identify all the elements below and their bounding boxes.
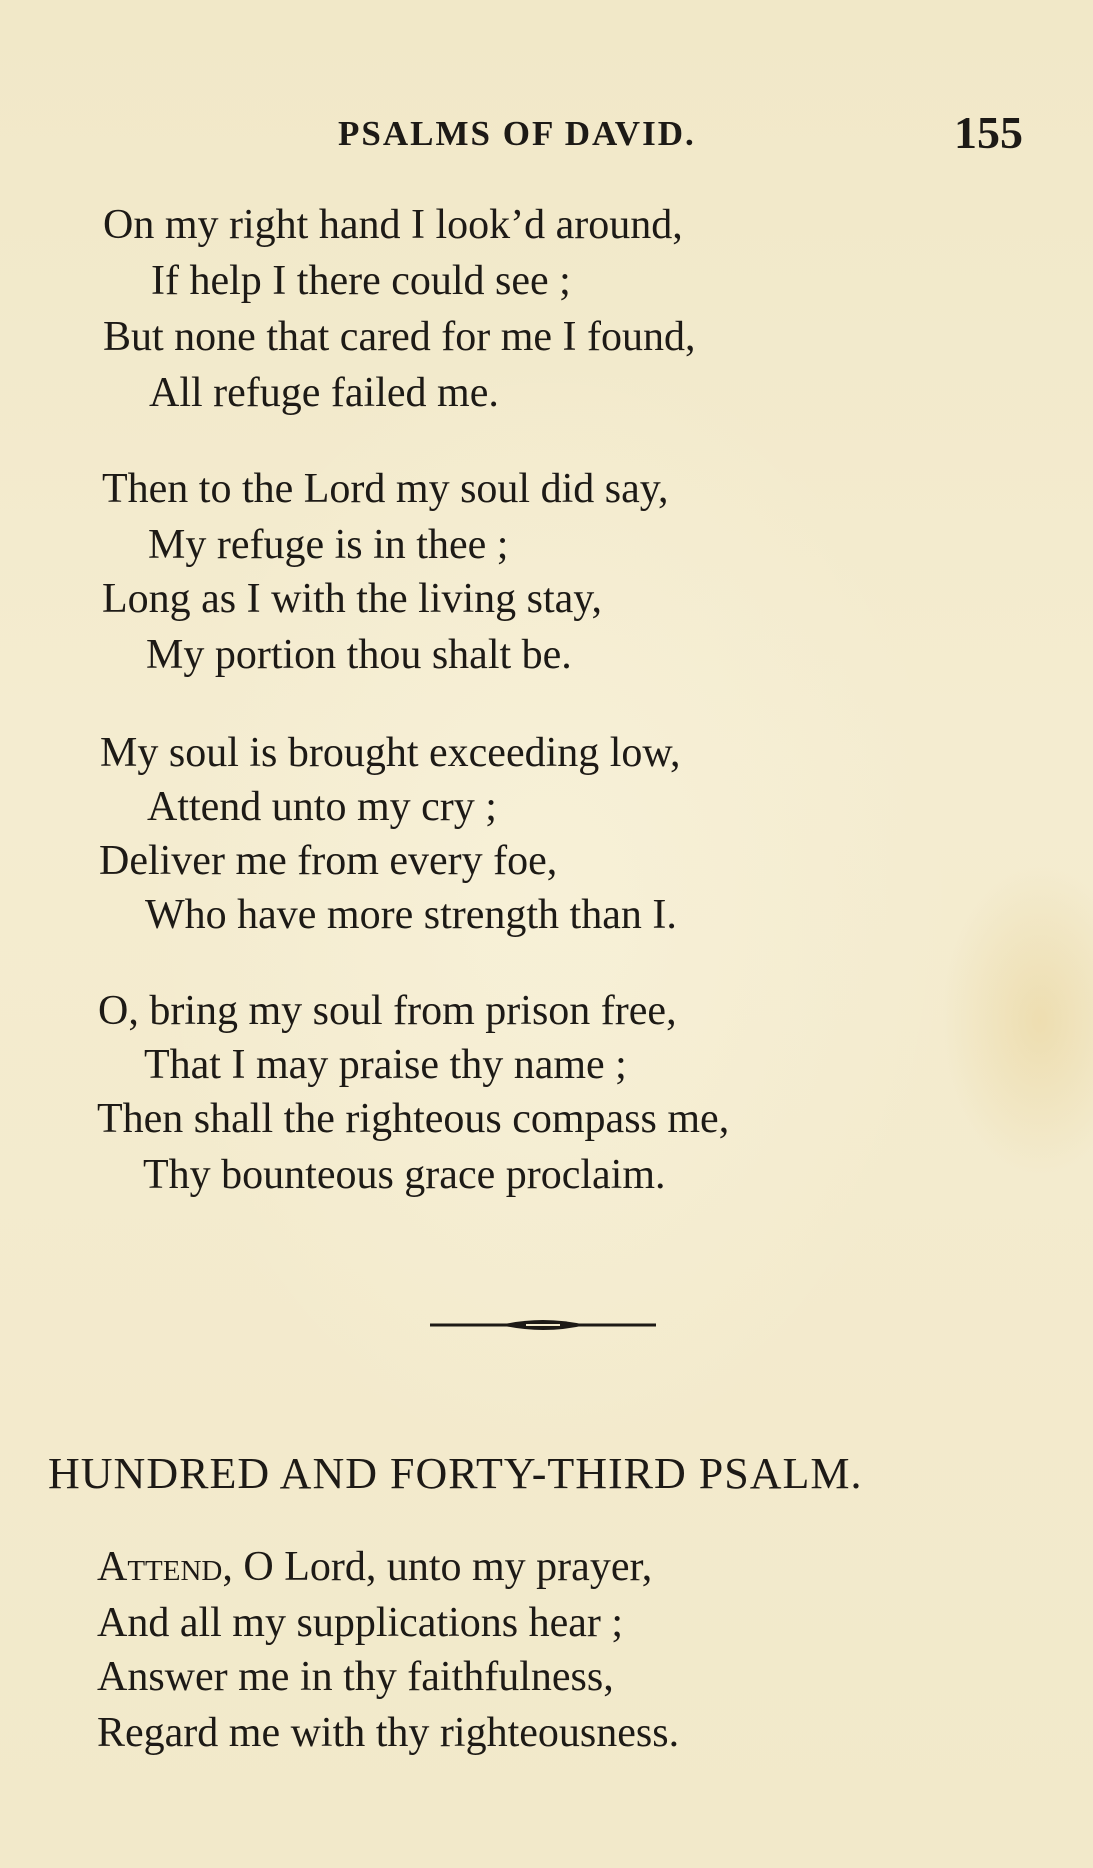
psalm-heading: HUNDRED AND FORTY-THIRD PSALM.	[48, 1449, 863, 1498]
verse-line: And all my supplications hear ;	[97, 1600, 624, 1646]
page-number: 155	[954, 107, 1023, 158]
verse-line: My portion thou shalt be.	[146, 632, 572, 678]
verse-line: Long as I with the living stay,	[102, 576, 603, 622]
running-title: PSALMS OF DAVID.	[338, 114, 696, 153]
verse-line: Answer me in thy faithfulness,	[97, 1654, 614, 1700]
verse-line: All refuge failed me.	[149, 370, 499, 416]
verse-line: My soul is brought exceeding low,	[100, 730, 681, 776]
verse-line-first	[97, 1546, 652, 1588]
verse-line: My refuge is in thee ;	[148, 522, 509, 568]
verse-line: If help I there could see ;	[151, 258, 571, 304]
drop-word: Attend,	[97, 1544, 233, 1590]
verse-line: O, bring my soul from prison free,	[98, 988, 677, 1034]
verse-line: Deliver me from every foe,	[99, 838, 558, 884]
verse-line-rest: O Lord, unto my prayer,	[232, 1544, 653, 1590]
verse-line: That I may praise thy name ;	[144, 1042, 627, 1088]
ornamental-rule	[430, 1316, 656, 1334]
verse-line: Who have more strength than I.	[145, 892, 677, 938]
verse-line: Then shall the righteous compass me,	[97, 1096, 730, 1142]
verse-line: Then to the Lord my soul did say,	[102, 466, 669, 512]
verse-line: Regard me with thy righteousness.	[97, 1710, 680, 1756]
verse-line: On my right hand I look’d around,	[103, 202, 683, 248]
verse-line: Attend unto my cry ;	[147, 784, 497, 830]
verse-line: But none that cared for me I found,	[103, 314, 696, 360]
verse-line: Thy bounteous grace proclaim.	[143, 1152, 666, 1198]
